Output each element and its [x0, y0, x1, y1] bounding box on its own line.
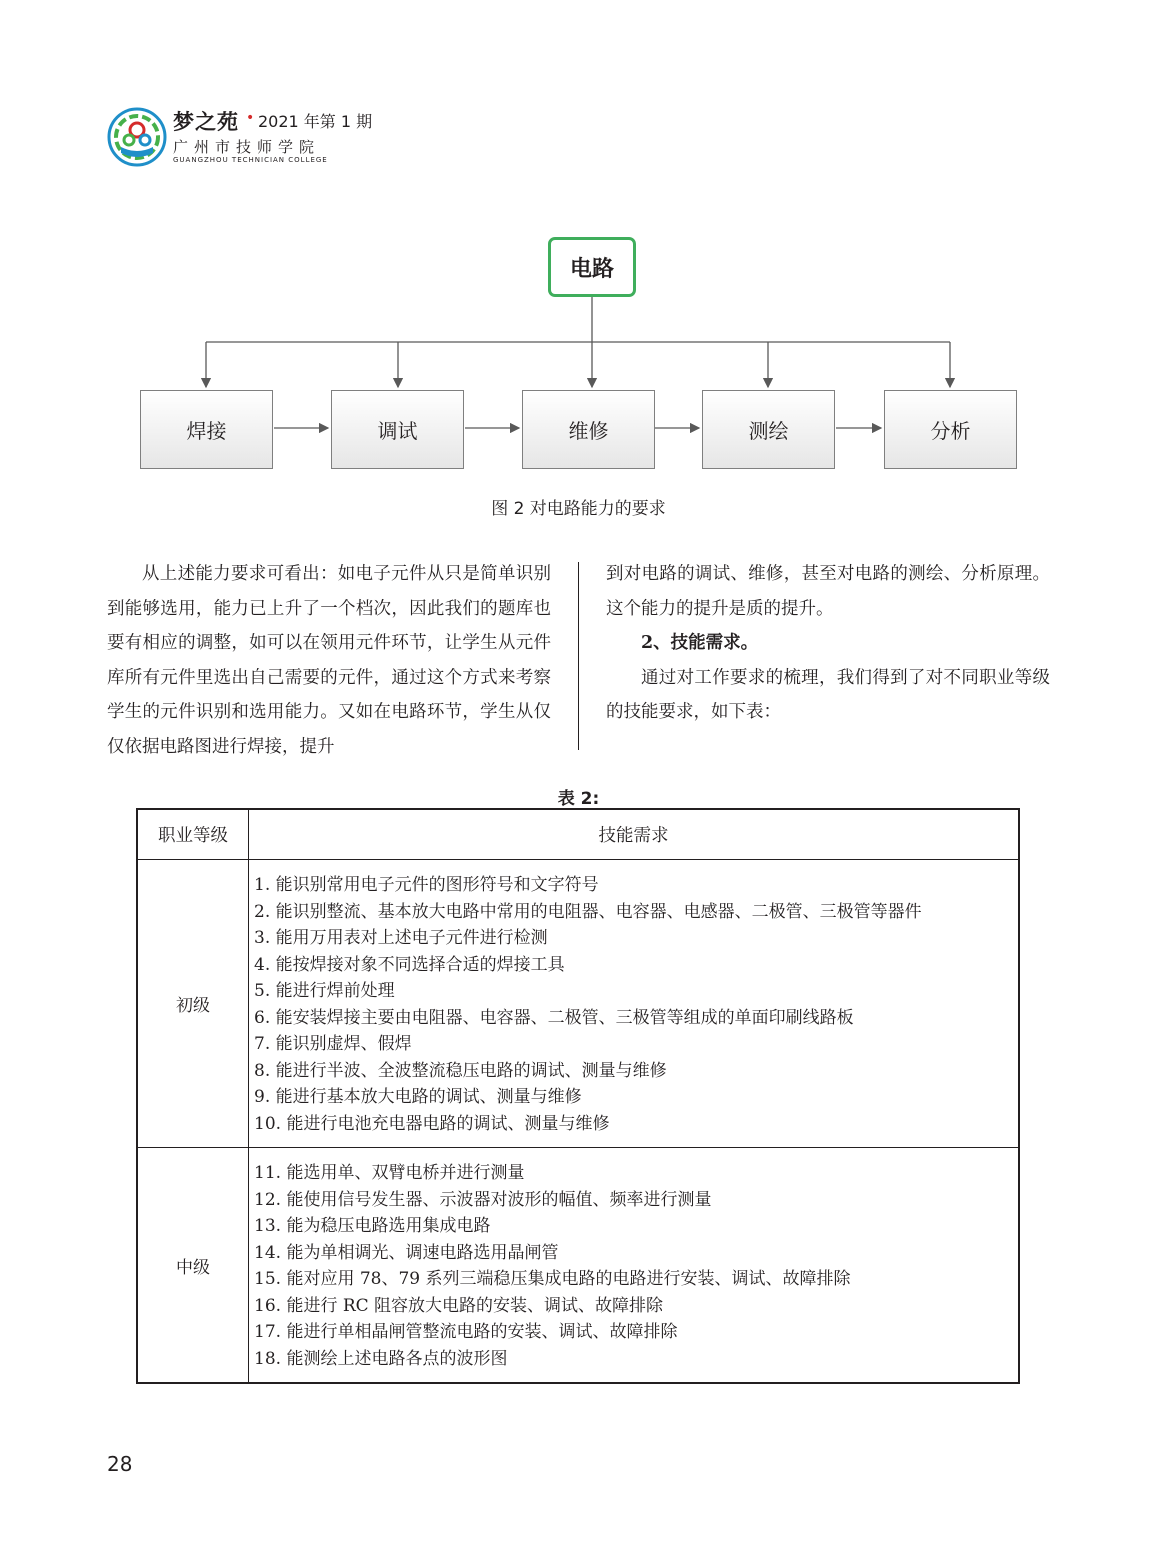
school-name-cn: 广州市技师学院 — [173, 138, 321, 156]
column-divider — [578, 562, 579, 750]
body-paragraph: 从上述能力要求可看出：如电子元件从只是简单识别到能够选用，能力已上升了一个档次，因此我们的题库也要有相应的调整，如可以在领用元件环节，让学生从元件库所有元件里选出自己需要的元件，通过这个方式来考察学生的元件识别和选用能力。又如在电路环节，学生从仅仅依据电路图进行焊接，提升 — [107, 564, 551, 757]
diagram-node-mapping: 测绘 — [702, 390, 835, 469]
table-row — [137, 1148, 1019, 1384]
body-paragraph: 到对电路的调试、维修，甚至对电路的测绘、分析原理。这个能力的提升是质的提升。 — [606, 564, 1050, 619]
right-column — [606, 557, 1050, 730]
diagram-node-repair: 维修 — [522, 390, 655, 469]
skill-item: 4. 能按焊接对象不同选择合适的焊接工具 — [254, 954, 565, 975]
skill-item: 13. 能为稳压电路选用集成电路 — [254, 1216, 491, 1236]
diagram-node-welding: 焊接 — [140, 390, 273, 469]
diagram-node-debugging: 调试 — [331, 390, 464, 469]
body-paragraph: 通过对工作要求的梳理，我们得到了对不同职业等级的技能要求，如下表： — [606, 667, 1050, 722]
table-caption: 表 2: — [557, 789, 600, 809]
magazine-title: 梦之苑 — [173, 109, 239, 134]
skill-item: 1. 能识别常用电子元件的图形符号和文字符号 — [254, 875, 599, 895]
column-header-level: 职业等级 — [137, 809, 249, 860]
diagram-node-analysis: 分析 — [884, 390, 1017, 469]
skill-item: 3. 能用万用表对上述电子元件进行检测 — [254, 928, 548, 948]
skill-item: 6. 能安装焊接主要由电阻器、电容器、二极管、三极管等组成的单面印刷线路板 — [254, 1007, 854, 1028]
skill-item: 7. 能识别虚焊、假焊 — [254, 1034, 412, 1054]
school-emblem-icon — [107, 107, 167, 167]
skill-item: 12. 能使用信号发生器、示波器对波形的幅值、频率进行测量 — [254, 1189, 712, 1210]
skill-item: 9. 能进行基本放大电路的调试、测量与维修 — [254, 1087, 582, 1107]
left-column — [107, 557, 551, 764]
skill-item: 5. 能进行焊前处理 — [254, 981, 395, 1001]
level-cell: 中级 — [137, 1148, 249, 1384]
skill-item: 15. 能对应用 78、79 系列三端稳压集成电路的电路进行安装、调试、故障排除 — [254, 1269, 851, 1289]
skill-item: 16. 能进行 RC 阻容放大电路的安装、调试、故障排除 — [254, 1295, 664, 1316]
column-header-skills: 技能需求 — [249, 809, 1020, 860]
table-row — [137, 860, 1019, 1148]
level-cell: 初级 — [137, 860, 249, 1148]
diagram-root-node: 电路 — [548, 237, 636, 297]
skill-item: 17. 能进行单相晶闸管整流电路的安装、调试、故障排除 — [254, 1322, 678, 1342]
skills-cell — [249, 1148, 1020, 1384]
separator-dot: • — [246, 110, 255, 126]
skill-item: 11. 能选用单、双臂电桥并进行测量 — [254, 1163, 525, 1183]
page-number: 28 — [107, 1452, 133, 1476]
table-header-row — [137, 809, 1019, 860]
figure-caption: 图 2 对电路能力的要求 — [491, 499, 666, 519]
skill-item: 14. 能为单相调光、调速电路选用晶闸管 — [254, 1242, 559, 1263]
skill-requirements-table — [136, 808, 1020, 1384]
school-name-en: GUANGZHOU TECHNICIAN COLLEGE — [173, 156, 328, 164]
circuit-ability-diagram — [0, 230, 1157, 490]
skill-item: 10. 能进行电池充电器电路的调试、测量与维修 — [254, 1113, 610, 1134]
issue-label: 2021 年第 1 期 — [258, 112, 373, 131]
skill-item: 18. 能测绘上述电路各点的波形图 — [254, 1348, 508, 1369]
section-heading: 2、技能需求。 — [641, 633, 759, 653]
skill-item: 8. 能进行半波、全波整流稳压电路的调试、测量与维修 — [254, 1060, 667, 1081]
skill-item: 2. 能识别整流、基本放大电路中常用的电阻器、电容器、电感器、二极管、三极管等器件 — [254, 901, 922, 922]
skills-cell — [249, 860, 1020, 1148]
